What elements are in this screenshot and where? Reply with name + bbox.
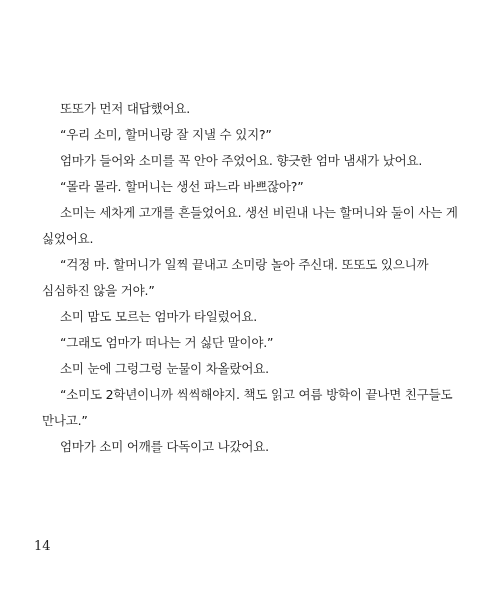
paragraph: “걱정 마. 할머니가 일찍 끝내고 소미랑 놀아 주신대. 또또도 있으니까 심심하진 않을 거야.” (42, 257, 429, 298)
page-number: 14 (34, 539, 51, 554)
paragraph: “소미도 2학년이니까 씩씩해야지. 책도 읽고 여름 방학이 끝나면 친구들도 만나고.” (42, 387, 453, 428)
paragraph: 엄마가 소미 어깨를 다독이고 나갔어요. (60, 439, 269, 454)
story-text (42, 96, 460, 460)
paragraph: “그래도 엄마가 떠나는 거 싫단 말이야.” (60, 335, 274, 350)
paragraph: 소미 맘도 모르는 엄마가 타일렀어요. (60, 309, 257, 324)
paragraph: “우리 소미, 할머니랑 잘 지낼 수 있지?” (60, 127, 272, 142)
paragraph: 또또가 먼저 대답했어요. (60, 101, 191, 116)
paragraph: 엄마가 들어와 소미를 꼭 안아 주었어요. 향긋한 엄마 냄새가 났어요. (60, 153, 423, 168)
paragraph: 소미 눈에 그렁그렁 눈물이 차올랐어요. (60, 361, 269, 376)
paragraph: “몰라 몰라. 할머니는 생선 파느라 바쁘잖아?” (60, 179, 304, 194)
paragraph: 소미는 세차게 고개를 흔들었어요. 생선 비린내 나는 할머니와 둘이 사는 게 싫었어요. (42, 205, 458, 246)
